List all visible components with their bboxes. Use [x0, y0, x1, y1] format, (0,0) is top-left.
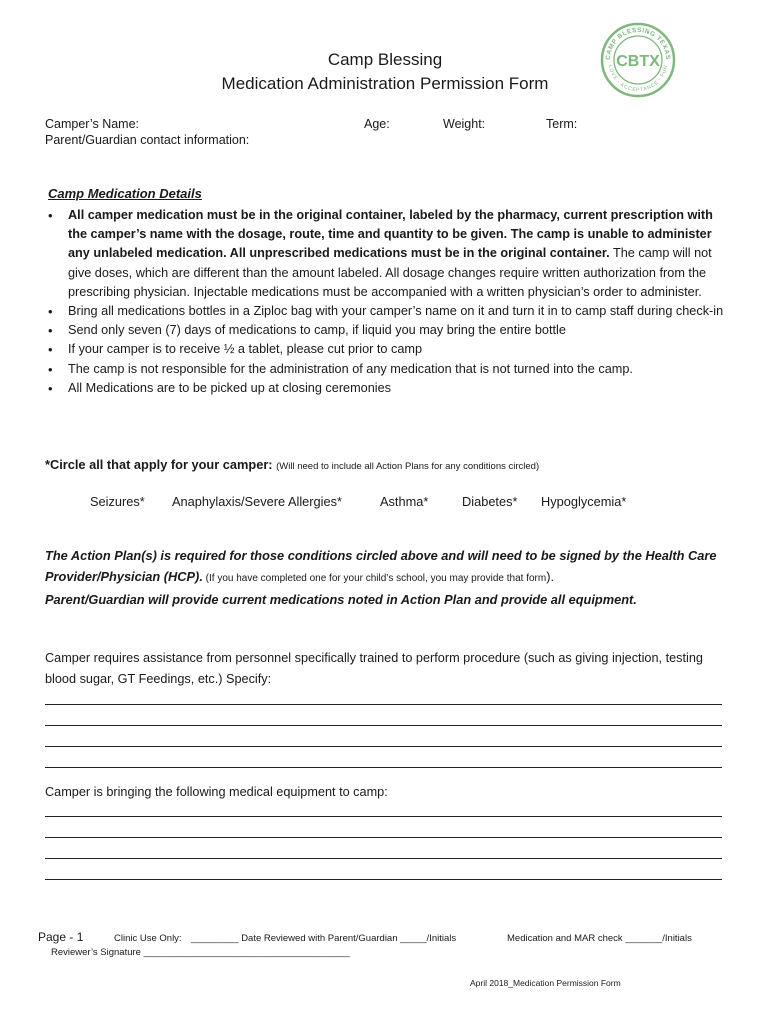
conditions-prompt — [45, 457, 539, 472]
condition-seizures[interactable]: Seizures* — [90, 494, 145, 509]
assistance-line-3[interactable] — [45, 746, 722, 747]
assistance-line-4[interactable] — [45, 767, 722, 768]
action-plan-small-note: (If you have completed one for your child’s school, you may provide that form — [202, 573, 547, 584]
bullet1-rest-text: The camp will not give doses, which are different than the amount labeled. All dosage changes require written authorization from the prescribing physician. Injectable medications must be accompanied with a written physician’s order to administer. — [68, 246, 712, 299]
cbtx-logo — [600, 22, 676, 98]
action-plan-close: ). — [546, 569, 555, 584]
weight-label: Weight: — [443, 117, 486, 131]
reviewer-signature-field[interactable]: Reviewer’s Signature _______________________________________ — [51, 947, 350, 958]
medication-section-heading: Camp Medication Details — [48, 186, 202, 201]
list-item: • Send only seven (7) days of medications to camp, if liquid you may bring the entire bottle — [45, 321, 728, 340]
condition-hypoglycemia[interactable]: Hypoglycemia* — [541, 494, 627, 509]
bullet1-bold-text: All camper medication must be in the original container, labeled by the pharmacy, current prescription with the camper’s name with the dosage, route, time and quantity to be given. The camp is unable to administer any unlabeled medication. All unprescribed medications must be in the original container. — [68, 208, 713, 261]
assistance-prompt: Camper requires assistance from personnel specifically trained to perform procedure (such as giving injection, testing blood sugar, GT Feedings, etc.) Specify: — [45, 651, 703, 686]
form-title-line1: Camp Blessing — [327, 50, 443, 69]
list-item: • Bring all medications bottles in a Ziploc bag with your camper’s name on it and turn it in to camp staff during check-in — [45, 302, 728, 321]
conditions-label: *Circle all that apply for your camper: — [45, 457, 273, 472]
equipment-line-2[interactable] — [45, 837, 722, 838]
medication-mar-check-field[interactable]: Medication and MAR check _______/Initials — [507, 933, 692, 944]
equipment-line-1[interactable] — [45, 816, 722, 817]
list-item — [45, 206, 728, 302]
age-label: Age: — [364, 117, 390, 131]
equipment-line-4[interactable] — [45, 879, 722, 880]
clinic-use-label: Clinic Use Only: — [114, 933, 182, 944]
medication-bullet-list — [45, 206, 728, 398]
equipment-line-3[interactable] — [45, 858, 722, 859]
page-number: Page - 1 — [38, 930, 84, 944]
campers-name-label: Camper’s Name: — [45, 117, 140, 131]
logo-ring-text: CAMP BLESSING TEXAS — [604, 26, 672, 61]
condition-anaphylaxis[interactable]: Anaphylaxis/Severe Allergies* — [172, 494, 343, 509]
condition-diabetes[interactable]: Diabetes* — [462, 494, 518, 509]
form-title-line2: Medication Administration Permission Form — [221, 74, 549, 93]
action-plan-text2: Parent/Guardian will provide current medications noted in Action Plan and provide all equipment. — [45, 592, 637, 607]
conditions-note: (Will need to include all Action Plans for any conditions circled) — [276, 461, 540, 472]
assistance-line-1[interactable] — [45, 704, 722, 705]
list-item: • All Medications are to be picked up at closing ceremonies — [45, 379, 728, 398]
action-plan-text1: The Action Plan(s) is required for those conditions circled above and will need to be signed by the Health Care Provider/Physician (HCP). — [45, 548, 717, 584]
date-reviewed-field[interactable]: _________ Date Reviewed with Parent/Guardian _____/Initials — [191, 933, 457, 944]
condition-asthma[interactable]: Asthma* — [380, 494, 429, 509]
logo-center-text: CBTX — [616, 53, 660, 70]
term-label: Term: — [546, 117, 578, 131]
assistance-line-2[interactable] — [45, 725, 722, 726]
logo-bottom-text: LOVE · ACCEPTANCE · FUN — [606, 64, 670, 94]
equipment-prompt: Camper is bringing the following medical equipment to camp: — [45, 785, 388, 799]
parent-contact-label: Parent/Guardian contact information: — [45, 133, 250, 147]
action-plan-paragraph — [45, 545, 735, 610]
form-version: April 2018_Medication Permission Form — [470, 978, 621, 988]
list-item: • The camp is not responsible for the administration of any medication that is not turned into the camp. — [45, 360, 728, 379]
list-item: • If your camper is to receive ½ a tablet, please cut prior to camp — [45, 340, 728, 359]
